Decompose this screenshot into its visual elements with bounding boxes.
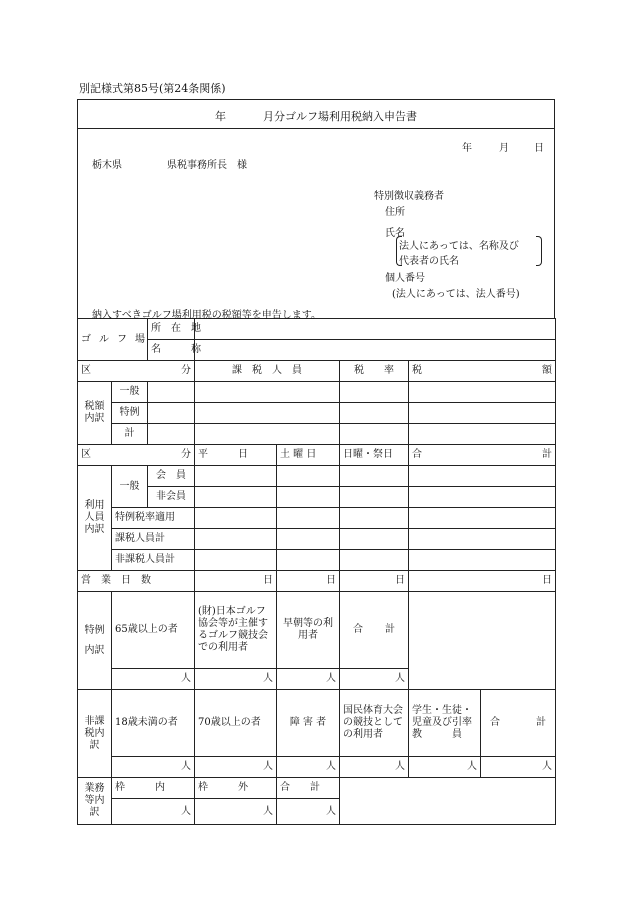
right-bracket <box>536 236 542 266</box>
taxable-people-header: 課 税 人 員 <box>195 361 340 382</box>
tax-special-subfield[interactable] <box>148 403 195 424</box>
tax-total-people[interactable] <box>195 424 340 445</box>
users-kubun-header: 区 分 <box>78 445 195 466</box>
golf-location-field[interactable] <box>195 319 556 340</box>
nontaxable-side-label: 非課 税内 訳 <box>78 690 112 778</box>
tax-general-subfield[interactable] <box>148 382 195 403</box>
business-blank <box>340 778 556 825</box>
national-sports-header: 国民体育大会の競技として の利用者 <box>340 690 409 757</box>
business-days-row <box>78 571 556 592</box>
business-days-saturday[interactable]: 日 <box>277 571 340 592</box>
disabled-header: 障 害 者 <box>277 690 340 757</box>
special-breakdown-blank <box>409 592 556 690</box>
tax-general-rate[interactable] <box>340 382 409 403</box>
tax-header-row <box>78 361 556 382</box>
golf-name-label: 名 称 <box>148 340 195 361</box>
date-year-label: 年 <box>462 143 472 154</box>
special-breakdown-side-label: 特例 内訳 <box>78 592 112 690</box>
personal-number-label: 個人番号 <box>385 273 425 284</box>
special-collector-label: 特別徴収義務者 <box>374 191 444 202</box>
declaration-table <box>77 318 556 825</box>
member-total[interactable] <box>409 466 556 487</box>
nontaxable-header-row <box>78 690 556 757</box>
tax-amount-header: 税 額 <box>409 361 556 382</box>
nontaxable-values-row <box>78 757 556 778</box>
nonmember-weekday[interactable] <box>195 487 277 508</box>
special-total-count[interactable]: 人 <box>340 669 409 690</box>
form-header <box>77 99 555 321</box>
tax-special-row <box>78 403 556 424</box>
tax-total-label: 計 <box>112 424 148 445</box>
over65-count[interactable]: 人 <box>112 669 195 690</box>
business-side-label: 業務 等内 訳 <box>78 778 112 825</box>
national-sports-count[interactable]: 人 <box>340 757 409 778</box>
users-breakdown-side-label: 利用 人員 内訳 <box>78 466 112 571</box>
golf-location-row <box>78 319 556 340</box>
member-holiday[interactable] <box>340 466 409 487</box>
special-rate-row <box>78 508 556 529</box>
early-morning-count[interactable]: 人 <box>277 669 340 690</box>
under18-header: 18歳未満の者 <box>112 690 195 757</box>
frame-inside-count[interactable]: 人 <box>112 799 195 825</box>
personal-number-note: (法人にあっては、法人番号) <box>392 289 520 300</box>
business-days-weekday[interactable]: 日 <box>195 571 277 592</box>
business-total-count[interactable]: 人 <box>277 799 340 825</box>
frame-outside-count[interactable]: 人 <box>195 799 277 825</box>
taxable-total-total[interactable] <box>409 529 556 550</box>
tax-total-subfield[interactable] <box>148 424 195 445</box>
form-title <box>78 108 554 124</box>
jga-competition-count[interactable]: 人 <box>195 669 277 690</box>
golf-name-field[interactable] <box>195 340 556 361</box>
nontaxable-total-count[interactable]: 人 <box>481 757 556 778</box>
special-breakdown-header-row <box>78 592 556 669</box>
special-total-header: 合 計 <box>340 592 409 669</box>
business-header-row <box>78 778 556 799</box>
nontaxable-total-header: 合 計 <box>481 690 556 757</box>
nontaxable-total-total[interactable] <box>409 550 556 571</box>
nontaxable-total-row <box>78 550 556 571</box>
business-total-header: 合 計 <box>277 778 340 799</box>
golf-course-label: ゴルフ場 <box>78 319 148 361</box>
name-label: 氏名 <box>385 228 405 239</box>
date-month-label: 月 <box>499 143 509 154</box>
nontaxable-total-weekday[interactable] <box>195 550 277 571</box>
special-rate-holiday[interactable] <box>340 508 409 529</box>
declaration-text: 納入すべきゴルフ場利用税の税額等を申告します。 <box>92 310 321 321</box>
students-header: 学生・生徒・児童及び引率教 員 <box>409 690 481 757</box>
tax-total-rate[interactable] <box>340 424 409 445</box>
tax-special-people[interactable] <box>195 403 340 424</box>
tax-total-amount[interactable] <box>409 424 556 445</box>
tax-general-amount[interactable] <box>409 382 556 403</box>
early-morning-header: 早朝等の利用者 <box>277 592 340 669</box>
special-rate-weekday[interactable] <box>195 508 277 529</box>
nontaxable-total-holiday[interactable] <box>340 550 409 571</box>
under18-count[interactable]: 人 <box>112 757 195 778</box>
member-weekday[interactable] <box>195 466 277 487</box>
weekday-header: 平 日 <box>195 445 277 466</box>
date-day-label: 日 <box>534 143 544 154</box>
member-label: 会 員 <box>148 466 195 487</box>
member-saturday[interactable] <box>277 466 340 487</box>
taxable-total-row <box>78 529 556 550</box>
tax-general-row <box>78 382 556 403</box>
disabled-count[interactable]: 人 <box>277 757 340 778</box>
taxable-total-holiday[interactable] <box>340 529 409 550</box>
nonmember-total[interactable] <box>409 487 556 508</box>
tax-special-amount[interactable] <box>409 403 556 424</box>
jga-competition-header: (財)日本ゴルフ協会等が主催するゴルフ競技会での利用者 <box>195 592 277 669</box>
tax-general-people[interactable] <box>195 382 340 403</box>
business-days-holiday[interactable]: 日 <box>340 571 409 592</box>
nontaxable-total-label: 非課税人員計 <box>112 550 195 571</box>
users-member-row <box>78 466 556 487</box>
business-days-total[interactable]: 日 <box>409 571 556 592</box>
tax-office-addressee: 県税事務所長 様 <box>167 160 247 171</box>
users-header-row <box>78 445 556 466</box>
over70-count[interactable]: 人 <box>195 757 277 778</box>
title-year-label: 年 <box>215 110 226 123</box>
tax-kubun-header: 区 分 <box>78 361 195 382</box>
golf-location-label: 所 在 地 <box>148 319 195 340</box>
corporate-note-line1: 法人にあっては、名称及び <box>399 241 519 252</box>
tax-total-row <box>78 424 556 445</box>
tax-breakdown-side-label: 税額 内訳 <box>78 382 112 445</box>
tax-rate-header: 税 率 <box>340 361 409 382</box>
frame-outside-header: 枠 外 <box>195 778 277 799</box>
over65-header: 65歳以上の者 <box>112 592 195 669</box>
users-total-header: 合 計 <box>409 445 556 466</box>
address-label: 住所 <box>385 207 405 218</box>
taxable-total-weekday[interactable] <box>195 529 277 550</box>
tax-general-label: 一般 <box>112 382 148 403</box>
taxable-total-label: 課税人員計 <box>112 529 195 550</box>
frame-inside-header: 枠 内 <box>112 778 195 799</box>
users-general-label: 一般 <box>112 466 148 508</box>
title-text: 月分ゴルフ場利用税納入申告書 <box>263 110 417 123</box>
special-rate-label: 特例税率適用 <box>112 508 195 529</box>
special-rate-saturday[interactable] <box>277 508 340 529</box>
special-rate-total[interactable] <box>409 508 556 529</box>
title-divider <box>78 128 554 129</box>
business-days-label: 営 業 日 数 <box>78 571 195 592</box>
tax-special-label: 特例 <box>112 403 148 424</box>
over70-header: 70歳以上の者 <box>195 690 277 757</box>
corporate-name-note <box>396 236 542 266</box>
tax-return-form <box>77 99 555 825</box>
form-number-label: 別記様式第85号(第24条関係) <box>79 82 226 95</box>
students-count[interactable]: 人 <box>409 757 481 778</box>
holiday-header: 日曜・祭日 <box>340 445 409 466</box>
saturday-header: 土 曜 日 <box>277 445 340 466</box>
nontaxable-total-saturday[interactable] <box>277 550 340 571</box>
nonmember-label: 非会員 <box>148 487 195 508</box>
prefecture-name: 栃木県 <box>92 160 122 171</box>
tax-special-rate[interactable] <box>340 403 409 424</box>
taxable-total-saturday[interactable] <box>277 529 340 550</box>
nonmember-holiday[interactable] <box>340 487 409 508</box>
users-nonmember-row <box>78 487 556 508</box>
corporate-note-line2: 代表者の氏名 <box>399 256 459 267</box>
nonmember-saturday[interactable] <box>277 487 340 508</box>
